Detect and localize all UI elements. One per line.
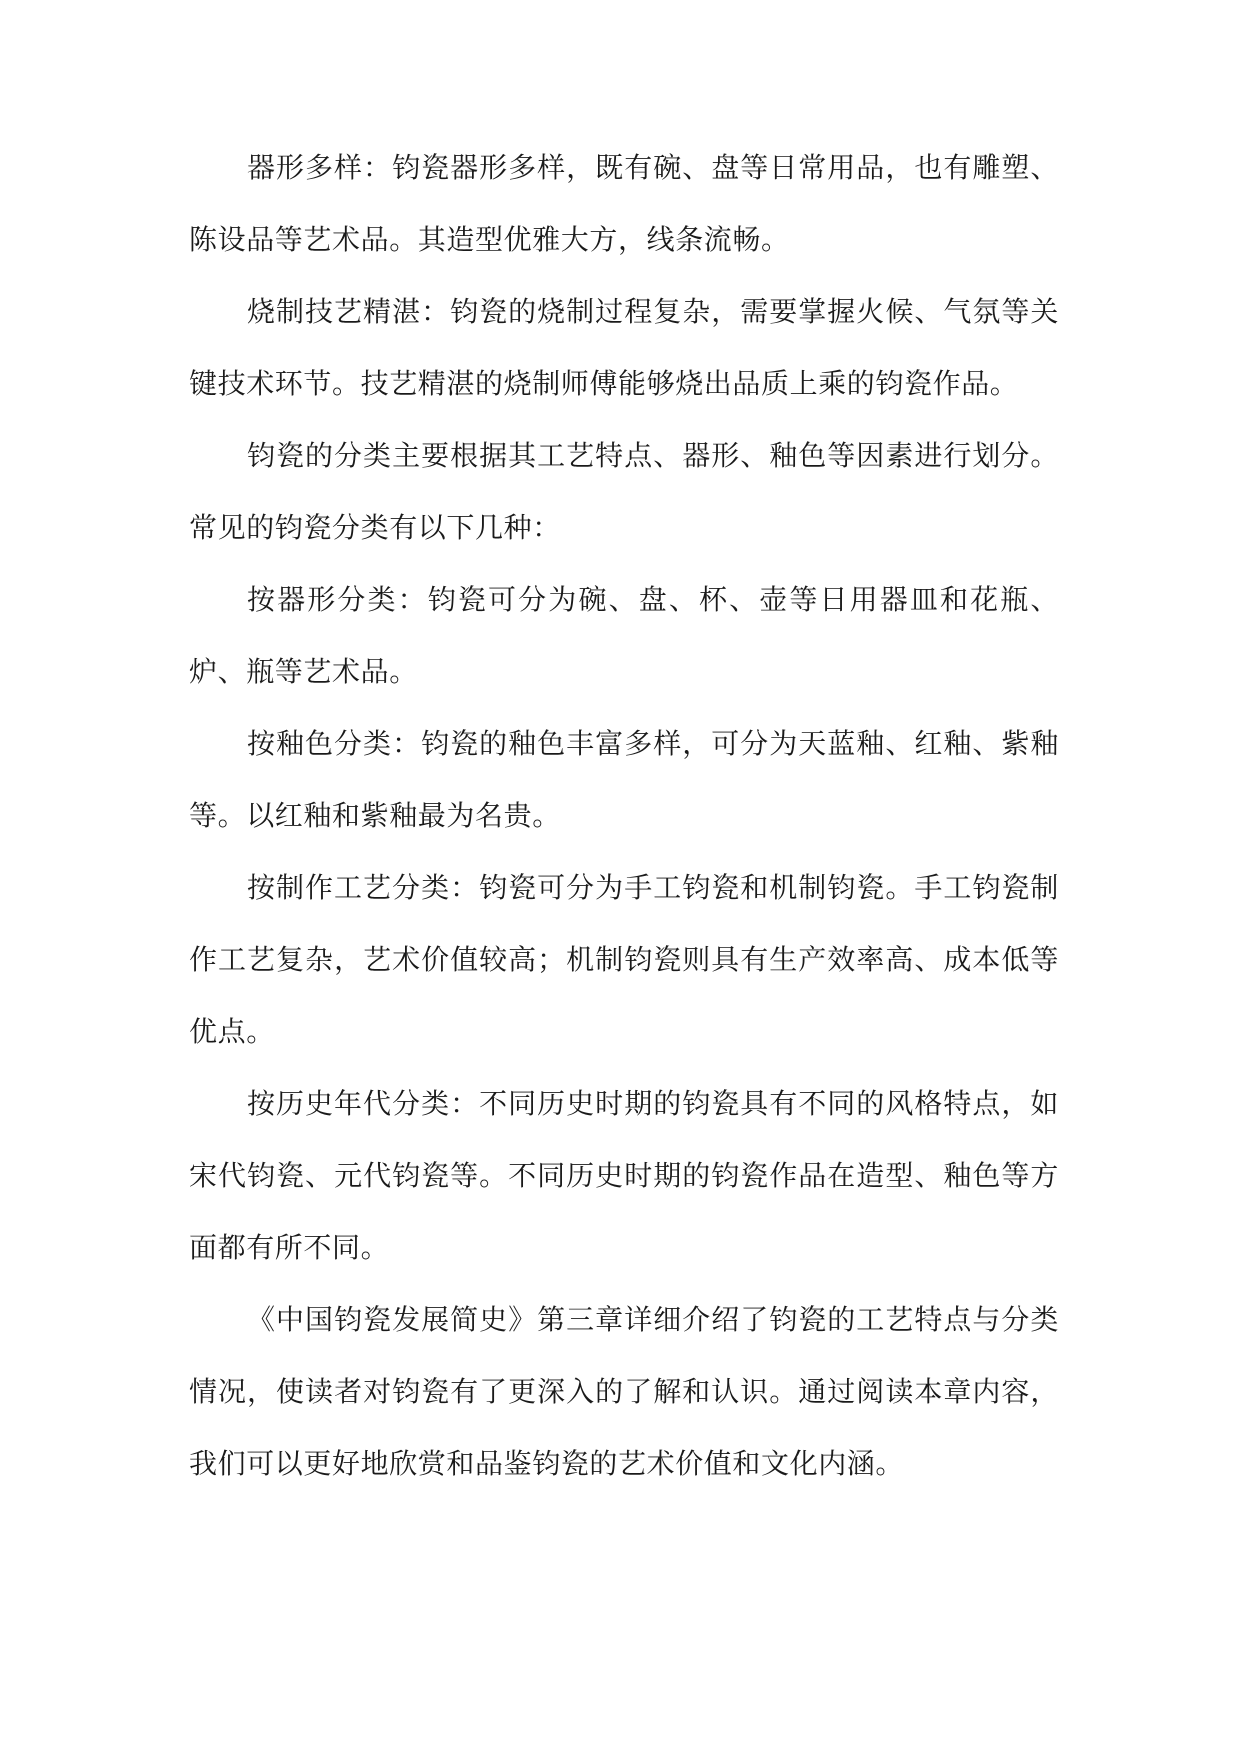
paragraph-chapter-summary: 《中国钧瓷发展简史》第三章详细介绍了钧瓷的工艺特点与分类情况，使读者对钧瓷有了更深入的了解和认识。通过阅读本章内容，我们可以更好地欣赏和品鉴钧瓷的艺术价值和文化内涵。 xyxy=(189,1303,1059,1480)
paragraph-classification-intro: 钧瓷的分类主要根据其工艺特点、器形、釉色等因素进行划分。常见的钧瓷分类有以下几种： xyxy=(189,439,1059,544)
paragraph-by-era: 按历史年代分类：不同历史时期的钧瓷具有不同的风格特点，如宋代钧瓷、元代钧瓷等。不同历史时期的钧瓷作品在造型、釉色等方面都有所不同。 xyxy=(189,1087,1059,1264)
document-body xyxy=(189,132,1059,1500)
paragraph-vessel-forms: 器形多样：钧瓷器形多样，既有碗、盘等日常用品，也有雕塑、陈设品等艺术品。其造型优雅大方，线条流畅。 xyxy=(189,151,1059,256)
paragraph-by-form: 按器形分类：钧瓷可分为碗、盘、杯、壶等日用器皿和花瓶、炉、瓶等艺术品。 xyxy=(189,583,1059,688)
paragraph-by-glaze: 按釉色分类：钧瓷的釉色丰富多样，可分为天蓝釉、红釉、紫釉等。以红釉和紫釉最为名贵。 xyxy=(189,727,1059,832)
paragraph-firing-technique: 烧制技艺精湛：钧瓷的烧制过程复杂，需要掌握火候、气氛等关键技术环节。技艺精湛的烧制师傅能够烧出品质上乘的钧瓷作品。 xyxy=(189,295,1059,400)
paragraph-by-craft: 按制作工艺分类：钧瓷可分为手工钧瓷和机制钧瓷。手工钧瓷制作工艺复杂，艺术价值较高；机制钧瓷则具有生产效率高、成本低等优点。 xyxy=(189,871,1059,1048)
